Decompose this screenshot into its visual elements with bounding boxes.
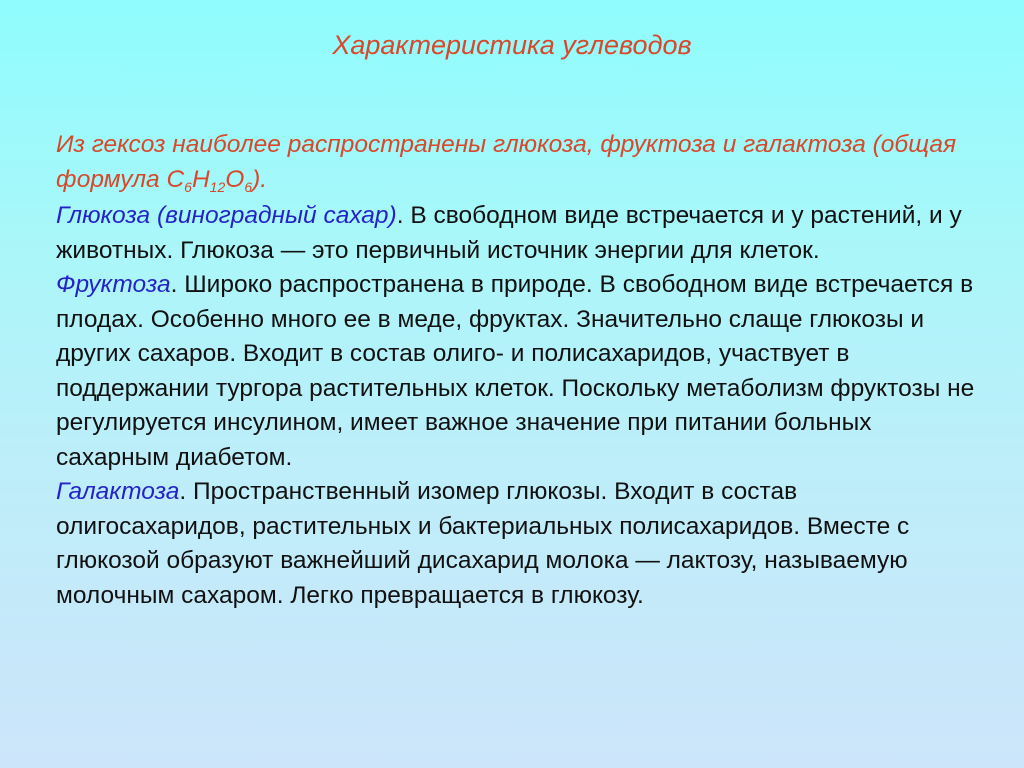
formula	[166, 166, 252, 193]
formula-subscript: 12	[209, 178, 226, 195]
intro-paragraph	[56, 128, 986, 197]
glucose-term: Глюкоза (виноградный сахар)	[56, 202, 397, 229]
slide-content	[56, 128, 986, 613]
formula-element: О	[225, 165, 245, 193]
fructose-text: . Широко распространена в природе. В свободном виде встречается в плодах. Особенно много ее в меде, фруктах. Значительно слаще глюкозы и других сахаров. Входит в состав олиго- и полисахаридов, участвует в поддержании тургора растительных клеток. Поскольку метаболизм фруктозы не регулируется инсулином, имеет важное значение при питании больных сахарным диабетом.	[56, 271, 975, 471]
galactose-term: Галактоза	[56, 478, 180, 505]
fructose-paragraph	[56, 268, 986, 475]
formula-subscript: 6	[244, 178, 253, 195]
galactose-text: . Пространственный изомер глюкозы. Входит в состав олигосахаридов, растительных и бактериальных полисахаридов. Вместе с глюкозой образуют важнейший дисахарид молока — лактозу, называемую молочным сахаром. Легко превращается в глюкозу.	[56, 478, 910, 609]
slide-title: Характеристика углеводов	[332, 30, 692, 60]
glucose-paragraph	[56, 199, 986, 268]
galactose-paragraph	[56, 475, 986, 613]
intro-text: Из гексоз наиболее распространены глюкоза, фруктоза и галактоза (общая формула	[56, 131, 957, 193]
glucose-text: . В свободном виде встречается и у растений, и у животных. Глюкоза — это первичный источник энергии для клеток.	[56, 202, 962, 264]
formula-subscript: 6	[184, 178, 192, 195]
intro-end: ).	[252, 165, 268, 193]
formula-element: Н	[191, 165, 210, 193]
formula-element: С	[166, 165, 185, 193]
fructose-term: Фруктоза	[56, 271, 171, 298]
